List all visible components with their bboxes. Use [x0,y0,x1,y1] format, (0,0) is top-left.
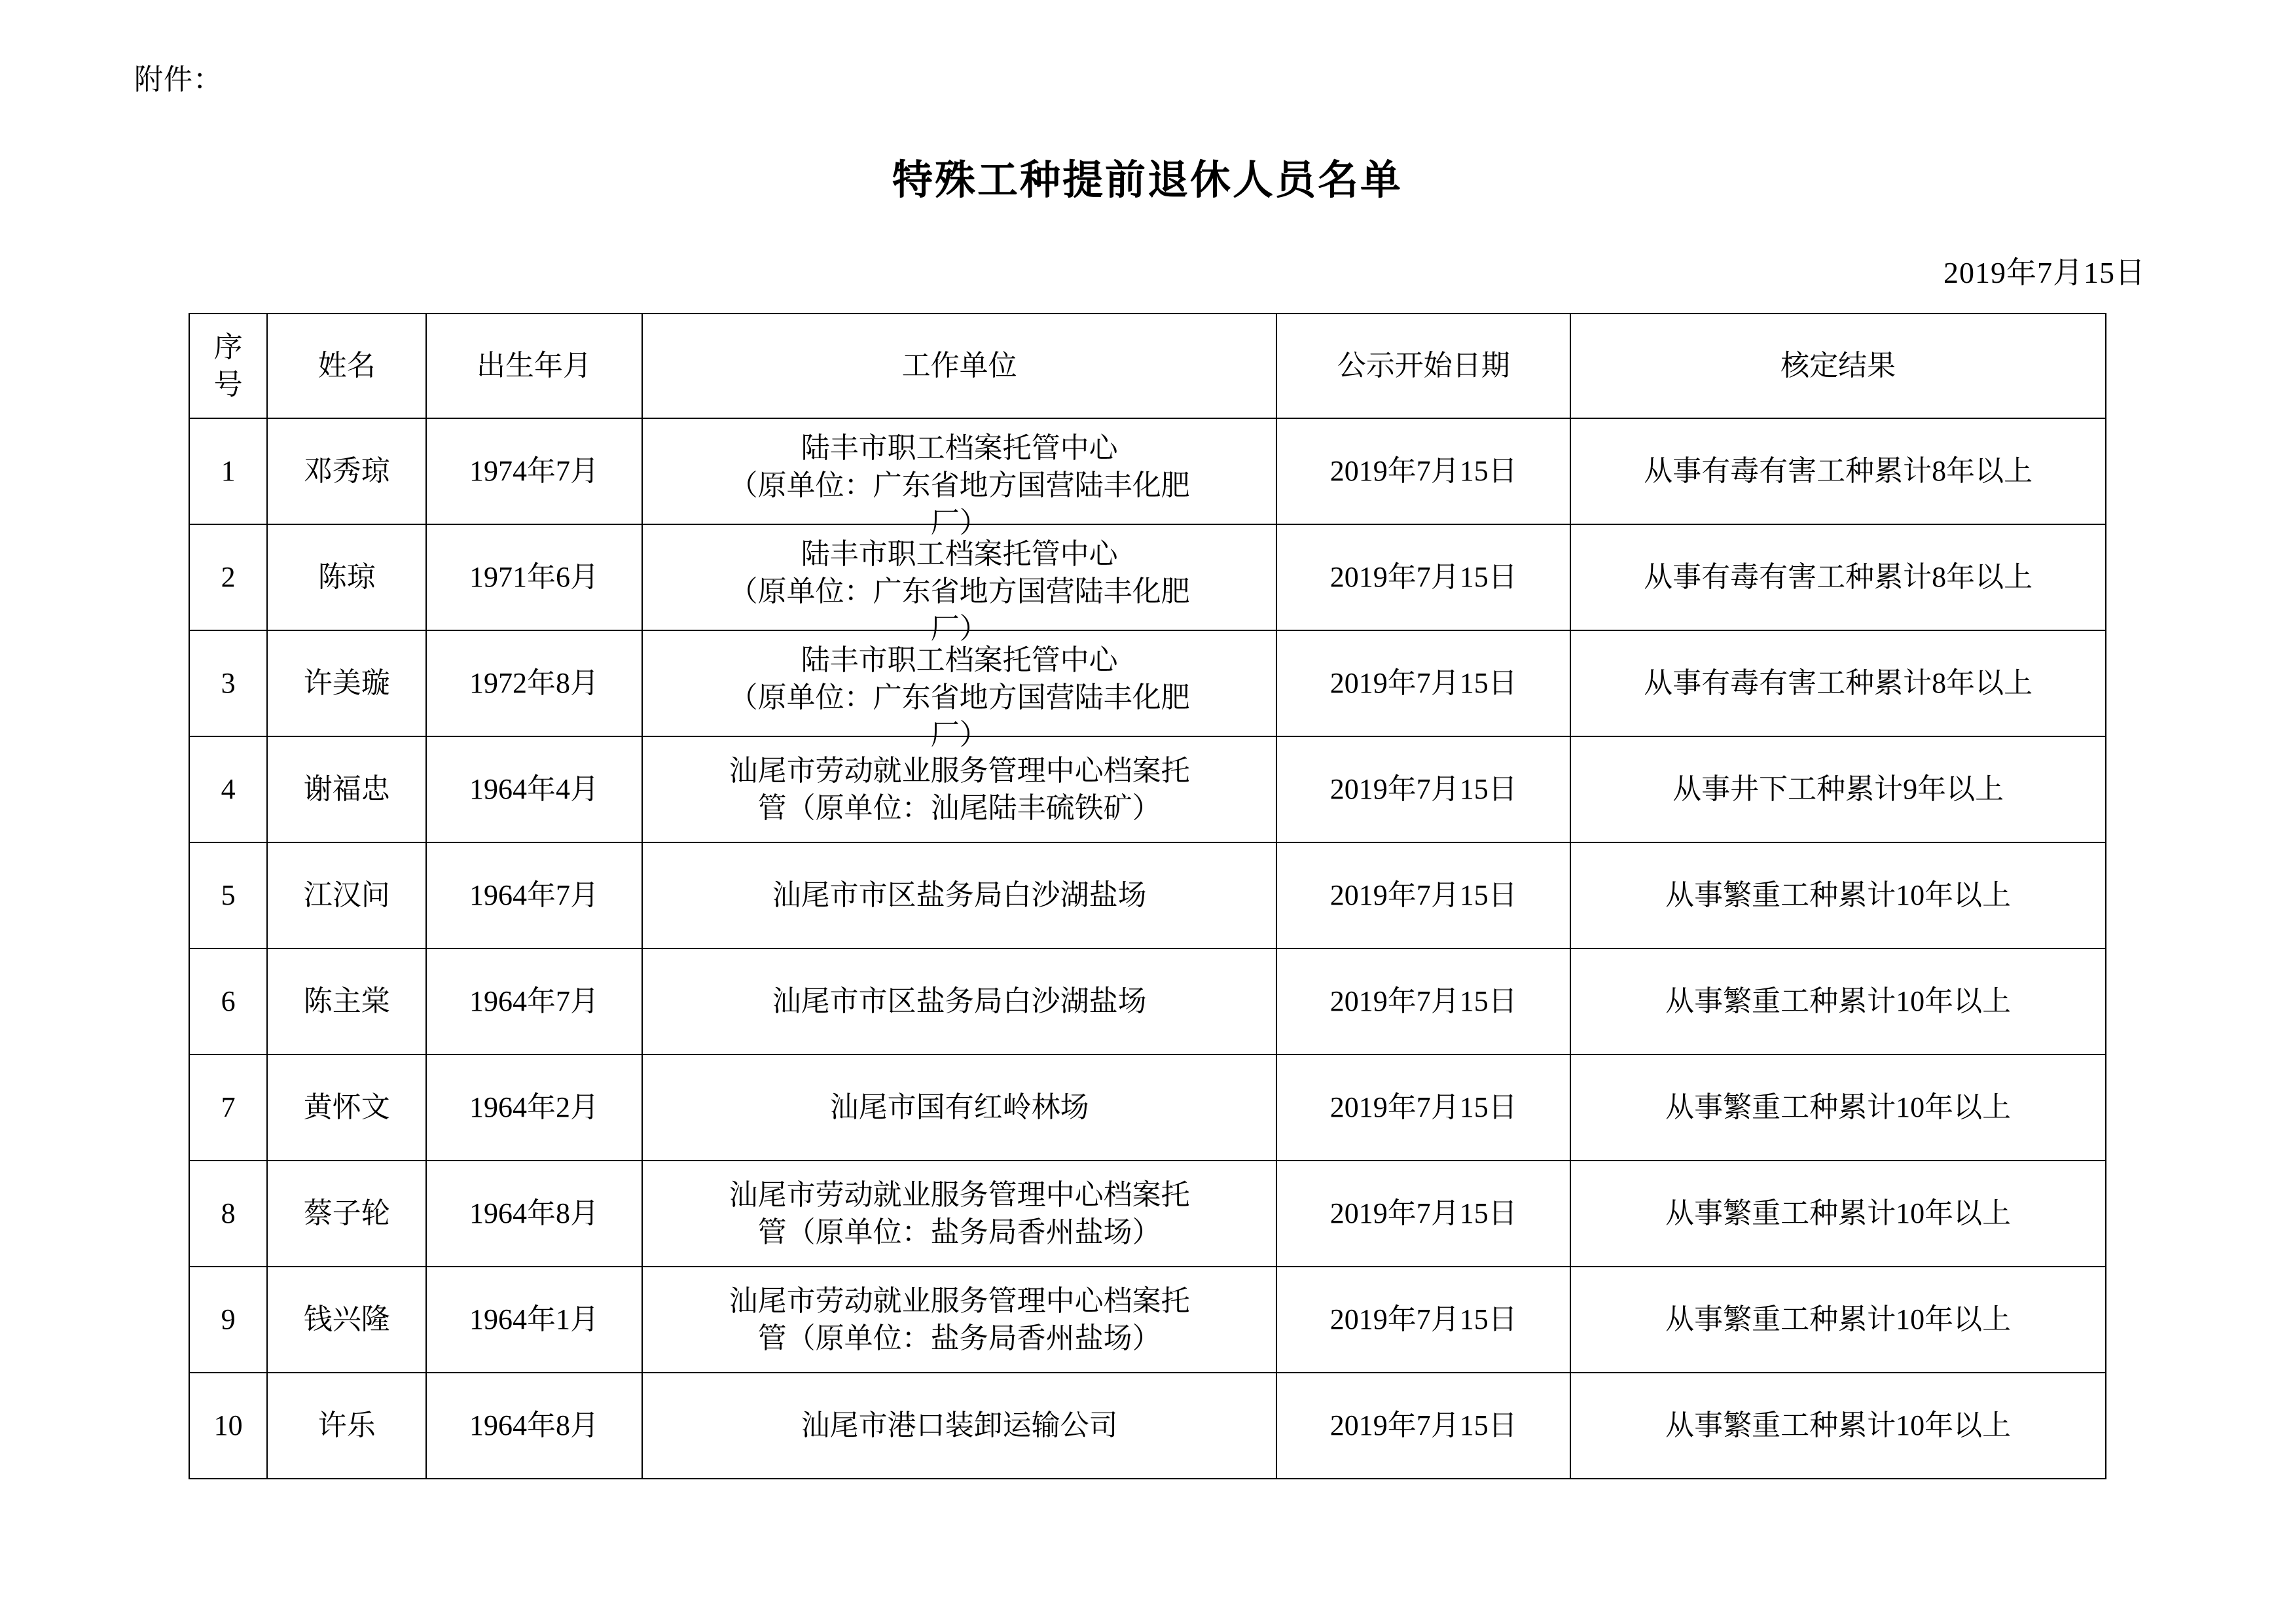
table-row [189,524,2106,630]
table-row [189,736,2106,842]
column-header-index-line2: 号 [213,369,243,401]
cell-birth: 1964年7月 [426,948,642,1055]
cell-name: 许乐 [267,1373,426,1479]
cell-result: 从事有毒有害工种累计8年以上 [1570,524,2106,630]
cell-name: 谢福忠 [267,736,426,842]
cell-result: 从事繁重工种累计10年以上 [1570,1055,2106,1161]
cell-publicity-date: 2019年7月15日 [1276,1161,1570,1267]
table-row [189,842,2106,948]
cell-birth: 1964年8月 [426,1161,642,1267]
cell-unit: 汕尾市港口装卸运输公司 [642,1373,1276,1479]
cell-index: 6 [189,948,267,1055]
cell-publicity-date: 2019年7月15日 [1276,948,1570,1055]
cell-index: 10 [189,1373,267,1479]
column-header-result: 核定结果 [1570,314,2106,418]
cell-result: 从事繁重工种累计10年以上 [1570,842,2106,948]
cell-birth: 1964年1月 [426,1267,642,1373]
cell-publicity-date: 2019年7月15日 [1276,842,1570,948]
cell-unit-line1: 陆丰市职工档案托管中心 [801,538,1118,570]
cell-birth: 1972年8月 [426,630,642,736]
column-header-publicity-date: 公示开始日期 [1276,314,1570,418]
cell-birth: 1971年6月 [426,524,642,630]
cell-unit-line1: 陆丰市职工档案托管中心 [801,644,1118,676]
cell-unit: 汕尾市市区盐务局白沙湖盐场 [642,842,1276,948]
cell-name: 江汉问 [267,842,426,948]
cell-result: 从事有毒有害工种累计8年以上 [1570,418,2106,524]
cell-result: 从事繁重工种累计10年以上 [1570,1373,2106,1479]
table-row [189,948,2106,1055]
cell-publicity-date: 2019年7月15日 [1276,1267,1570,1373]
cell-publicity-date: 2019年7月15日 [1276,1055,1570,1161]
cell-publicity-date: 2019年7月15日 [1276,524,1570,630]
cell-name: 蔡子轮 [267,1161,426,1267]
cell-unit-line1: 汕尾市劳动就业服务管理中心档案托 [729,1178,1190,1211]
table-body [189,418,2106,1479]
cell-publicity-date: 2019年7月15日 [1276,418,1570,524]
cell-unit-line2: 管（原单位：盐务局香州盐场） [757,1216,1161,1248]
column-header-name: 姓名 [267,314,426,418]
cell-birth: 1964年7月 [426,842,642,948]
cell-result: 从事繁重工种累计10年以上 [1570,948,2106,1055]
roster-table-container [189,313,2106,1479]
cell-result: 从事繁重工种累计10年以上 [1570,1161,2106,1267]
cell-unit-line3: 厂） [930,507,988,539]
cell-result: 从事繁重工种累计10年以上 [1570,1267,2106,1373]
cell-index: 5 [189,842,267,948]
cell-publicity-date: 2019年7月15日 [1276,736,1570,842]
cell-unit-line1: 陆丰市职工档案托管中心 [801,432,1118,464]
cell-result: 从事井下工种累计9年以上 [1570,736,2106,842]
table-header [189,314,2106,418]
cell-birth: 1964年8月 [426,1373,642,1479]
cell-unit-line1: 汕尾市劳动就业服务管理中心档案托 [729,754,1190,787]
cell-unit: 汕尾市市区盐务局白沙湖盐场 [642,948,1276,1055]
cell-unit-line3: 厂） [930,613,988,645]
cell-index: 1 [189,418,267,524]
cell-unit [642,1267,1276,1373]
cell-unit [642,418,1276,539]
cell-name: 钱兴隆 [267,1267,426,1373]
cell-unit-lines [647,641,1272,751]
cell-publicity-date: 2019年7月15日 [1276,1373,1570,1479]
table-row [189,1161,2106,1267]
table-row [189,1373,2106,1479]
column-header-birth: 出生年月 [426,314,642,418]
cell-unit [642,630,1276,751]
cell-index: 4 [189,736,267,842]
cell-index: 9 [189,1267,267,1373]
column-header-unit: 工作单位 [642,314,1276,418]
cell-name: 陈主棠 [267,948,426,1055]
table-row [189,630,2106,736]
cell-name: 邓秀琼 [267,418,426,524]
attachment-label: 附件： [134,63,223,96]
table-row [189,1055,2106,1161]
table-header-row [189,314,2106,418]
cell-name: 许美璇 [267,630,426,736]
cell-unit-lines [647,535,1272,645]
cell-index: 8 [189,1161,267,1267]
cell-birth: 1974年7月 [426,418,642,524]
cell-unit [642,1161,1276,1267]
cell-result: 从事有毒有害工种累计8年以上 [1570,630,2106,736]
cell-unit: 汕尾市国有红岭林场 [642,1055,1276,1161]
cell-unit-line2: （原单位：广东省地方国营陆丰化肥 [729,681,1190,714]
column-header-index-line1: 序 [213,331,243,363]
cell-index: 3 [189,630,267,736]
table-row [189,1267,2106,1373]
cell-unit-line3: 厂） [930,719,988,751]
cell-unit-line2: （原单位：广东省地方国营陆丰化肥 [729,469,1190,502]
cell-unit-line2: 管（原单位：汕尾陆丰硫铁矿） [757,792,1161,824]
cell-index: 7 [189,1055,267,1161]
cell-birth: 1964年2月 [426,1055,642,1161]
cell-publicity-date: 2019年7月15日 [1276,630,1570,736]
cell-unit-line2: 管（原单位：盐务局香州盐场） [757,1322,1161,1354]
cell-unit-line1: 汕尾市劳动就业服务管理中心档案托 [729,1284,1190,1317]
cell-unit-lines [647,429,1272,539]
cell-unit-line2: （原单位：广东省地方国营陆丰化肥 [729,575,1190,608]
cell-name: 陈琼 [267,524,426,630]
cell-birth: 1964年4月 [426,736,642,842]
page-title: 特殊工种提前退休人员名单 [892,158,1403,203]
table-row [189,418,2106,524]
roster-table [189,313,2106,1479]
cell-unit [642,736,1276,842]
document-date: 2019年7月15日 [1943,256,2146,289]
cell-name: 黄怀文 [267,1055,426,1161]
cell-unit [642,524,1276,645]
cell-index: 2 [189,524,267,630]
column-header-index [189,314,267,418]
